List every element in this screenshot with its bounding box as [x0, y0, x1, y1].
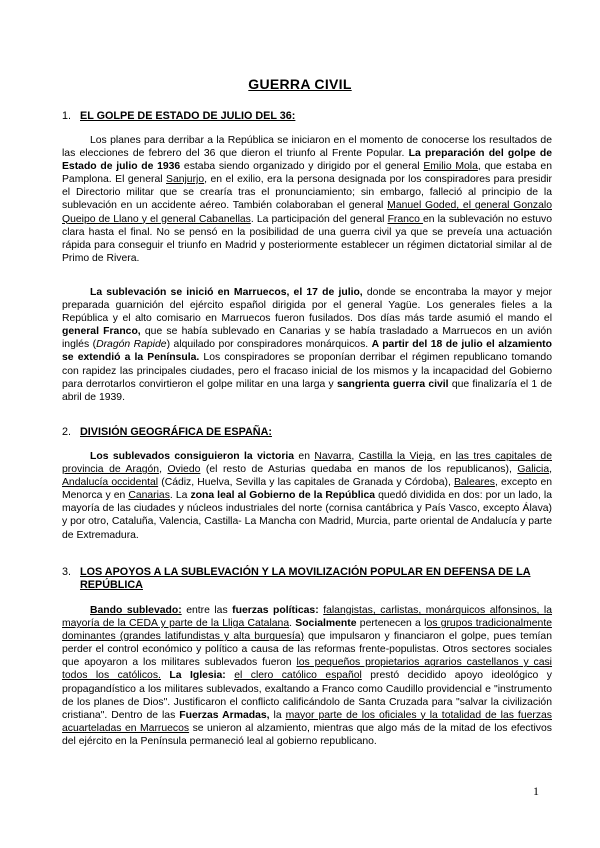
- paragraph-division-geografica: Los sublevados consiguieron la victoria en Navarra, Castilla la Vieja, en las tres capitales de provincia de Aragón, Oviedo (el resto de Asturias quedaba en manos de los republicanos), Galicia, Andalucía occidental (Cádiz, Huelva, Sevilla y las capitales de Granada y Córdoba), Baleares, excepto en Menorca y en Canarias. La zona leal al Gobierno de la República quedó dividida en dos: por un lado, la mayoría de las ciudades y núcleos industriales del norte (cornisa cantábrica y País Vasco, excepto Álava) y por otro, Cataluña, Valencia, Castilla- La Mancha con Madrid, Murcia, parte oriental de Andalucía y parte de Extremadura.: [62, 451, 553, 541]
- section-number: 2.: [62, 426, 72, 438]
- section-title: EL GOLPE DE ESTADO DE JULIO DEL 36:: [80, 110, 296, 122]
- section-heading-2: [62, 426, 562, 438]
- section-title: LOS APOYOS A LA SUBLEVACIÓN Y LA MOVILIZACIÓN POPULAR EN DEFENSA DE LA REPÚBLICA: [80, 566, 531, 591]
- paragraph-golpe-estado: Los planes para derribar a la República se iniciaron en el momento de conocerse los resultados de las elecciones de febrero del 36 que dieron el triunfo al Frente Popular. La preparación del golpe de Estado de julio de 1936 estaba siendo organizado y dirigido por el general Emilio Mola, que estaba en Pamplona. El general Sanjurjo, en el exilio, era la persona designada por los conspiradores para presidir el Directorio militar que se crearía tras el pronunciamiento; sin embargo, falleció al principio de la sublevación en un accidente aéreo. También colaboraban el general Manuel Goded, el general Gonzalo Queipo de Llano y el general Cabanellas. La participación del general Franco en la sublevación no estuvo clara hasta el final. No se pensó en la posibilidad de una guerra civil ya que se preveía una actuación rápida para conseguir el triunfo en Madrid y posteriormente establecer un régimen dictatorial similar al de Primo de Rivera.: [62, 135, 552, 264]
- paragraph-sublevacion-marruecos: La sublevación se inició en Marruecos, el 17 de julio, donde se encontraba la mayor y mejor preparada guarnición del ejército español dirigida por el general Yagüe. Los generales fieles a la República y el alto comisario en Marruecos fueron fusilados. Dos días más tarde asumió el mando el general Franco, que se había sublevado en Canarias y se había trasladado a Marruecos en un avión inglés (Dragón Rapide) alquilado por conspiradores monárquicos. A partir del 18 de julio el alzamiento se extendió a la Península. Los conspiradores se proponían derribar el régimen republicano tomando con rapidez las principales ciudades, pero el fracaso inicial de los mismos y la incapacidad del Gobierno para derrotarlos convirtieron el golpe militar en una larga y sangrienta guerra civil que finalizaría el 1 de abril de 1939.: [62, 287, 553, 403]
- page-number: 1: [533, 784, 539, 798]
- section-title: DIVISIÓN GEOGRÁFICA DE ESPAÑA:: [80, 426, 272, 438]
- section-number: 1.: [62, 110, 72, 122]
- section-number: 3.: [62, 566, 72, 578]
- section-heading-3: [62, 566, 562, 592]
- section-heading-1: [62, 110, 562, 122]
- paragraph-apoyos-sublevacion: Bando sublevado: entre las fuerzas políticas: falangistas, carlistas, monárquicos alfonsinos, la mayoría de la CEDA y parte de la Lliga Catalana. Socialmente pertenecen a los grupos tradicionalmente dominantes (grandes latifundistas y alta burguesía) que impulsaron y financiaron el golpe, pues temían perder el control económico y político a causa de las reformas frente-populistas. Otros sectores sociales que apoyaron a los militares sublevados fueron los pequeños propietarios agrarios castellanos y casi todos los católicos. La Iglesia: el clero católico español prestó decidido apoyo ideológico y propagandístico a los militares sublevados, exaltando a Franco como Caudillo providencial e "instrumento de los planes de Dios". Justificaron el conflicto calificándolo de Santa Cruzada para "salvar la civilización cristiana". Dentro de las Fuerzas Armadas, la mayor parte de los oficiales y la totalidad de las fuerzas acuarteladas en Marruecos se unieron al alzamiento, mientras que algo más de la mitad de los efectivos del ejército en la Península permaneció leal al gobierno republicano.: [62, 605, 553, 747]
- document-title: GUERRA CIVIL: [248, 76, 352, 92]
